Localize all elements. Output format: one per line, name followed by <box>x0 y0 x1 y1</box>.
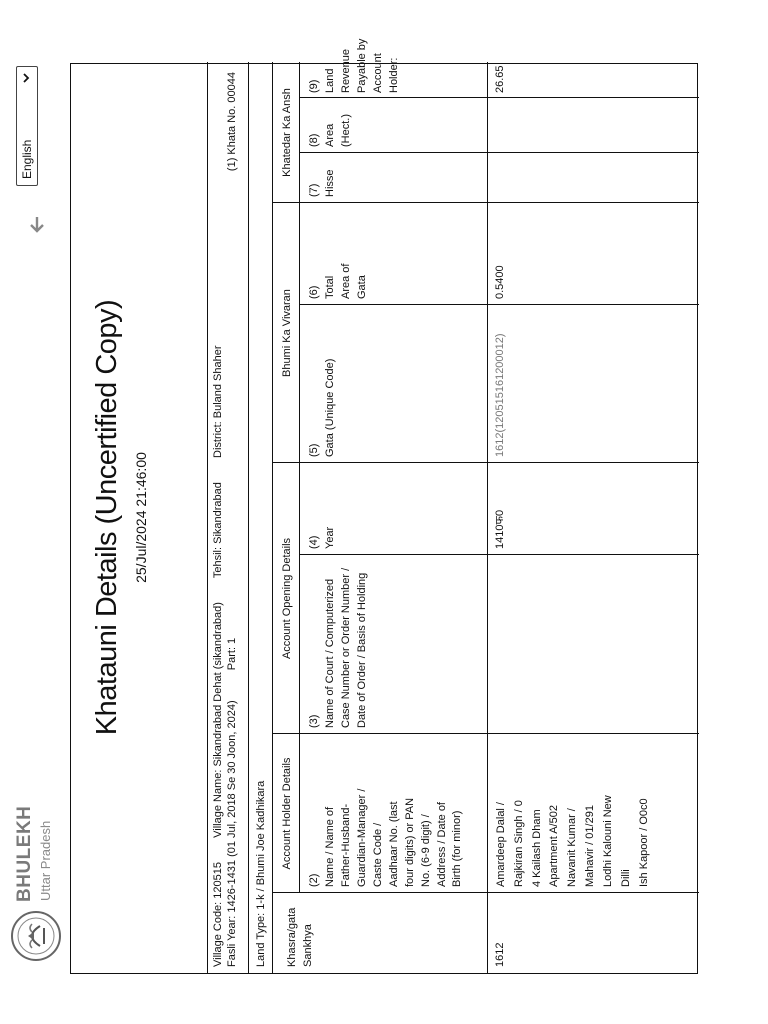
col-khasra-header: Khasra/gata Sankhya <box>286 907 314 967</box>
row-holder: Amardeep Dalal / Rajkiran Singh / 0 4 Kailash Dham Apartment A/502 Navanit Kumar / Mahavir / 01/291 Lodhi Kalouni New Dilli Ish Kapoor / O0c0 <box>495 795 650 887</box>
brand-name: BHULEKH <box>14 805 35 902</box>
chevron-down-icon <box>19 71 33 85</box>
land-type: Land Type: 1-k / Bhumi Joe Kadhikara <box>255 780 267 967</box>
group-account-holder: Account Holder Details <box>281 757 293 870</box>
group-bhumi-vivaran: Bhumi Ka Vivaran <box>281 289 293 377</box>
brand-subtitle: Uttar Pradesh <box>38 820 53 901</box>
site-header <box>0 0 70 1024</box>
up-emblem-logo <box>10 910 62 962</box>
language-select[interactable] <box>16 66 38 186</box>
district: District: Buland Shaher <box>212 345 224 458</box>
col-area-header: (8) Area (Hect.) <box>308 114 352 147</box>
col-holder-header: (2) Name / Name of Father-Husband- Guardian-Manager / Caste Code / Aadhaar No. (last four digits) or PAN No. (6-9 digit) / Address / Date of Birth (for minor) <box>308 788 464 887</box>
khatauni-document <box>70 38 698 974</box>
row-revenue: 26.65 <box>494 65 506 93</box>
fasli-year: Fasli Year: 1426-1431 (01 Jul, 2018 Se 30 Joon, 2024) <box>226 700 238 967</box>
tehsil: Tehsil: Sikandrabad <box>212 482 224 579</box>
back-arrow-icon[interactable] <box>30 216 44 234</box>
col-total-area-header: (6) Total Area of Gata <box>308 263 368 299</box>
part: Part: 1 <box>226 637 238 671</box>
fasli-info-line <box>225 638 241 967</box>
page-title: Khatauni Details (Uncertified Copy) <box>91 299 123 736</box>
col-year-header: (4) Year <box>308 526 336 549</box>
row-khasra: 1612 <box>494 942 506 967</box>
group-account-opening: Account Opening Details <box>281 537 293 660</box>
village-name: Village Name: Sikandrabad Dehat (sikandrabad) <box>212 602 224 838</box>
col-court-header: (3) Name of Court / Computerized Case Number or Order Number / Date of Order / Basis of Holding <box>308 567 368 728</box>
row-gata-code-link[interactable]: 1612(120515161200012) <box>494 333 506 457</box>
village-code: Village Code: 120515 <box>212 862 224 967</box>
language-selected: English <box>20 139 34 179</box>
khata-number: (1) Khata No. 00044 <box>226 72 238 172</box>
group-khatedar-ansh: Khatedar Ka Ansh <box>281 88 293 177</box>
row-year: 1410फ0 <box>494 509 506 549</box>
col-revenue-header: (9) Land Revenue Payable by Account Holder: <box>308 38 400 93</box>
col-hisse-header: (7) Hisse <box>308 169 336 197</box>
document-datetime: 25/Jul/2024 21:46:00 <box>133 452 149 583</box>
row-total-area: 0.5400 <box>494 265 506 299</box>
col-gata-header: (5) Gata (Unique Code) <box>308 358 336 457</box>
